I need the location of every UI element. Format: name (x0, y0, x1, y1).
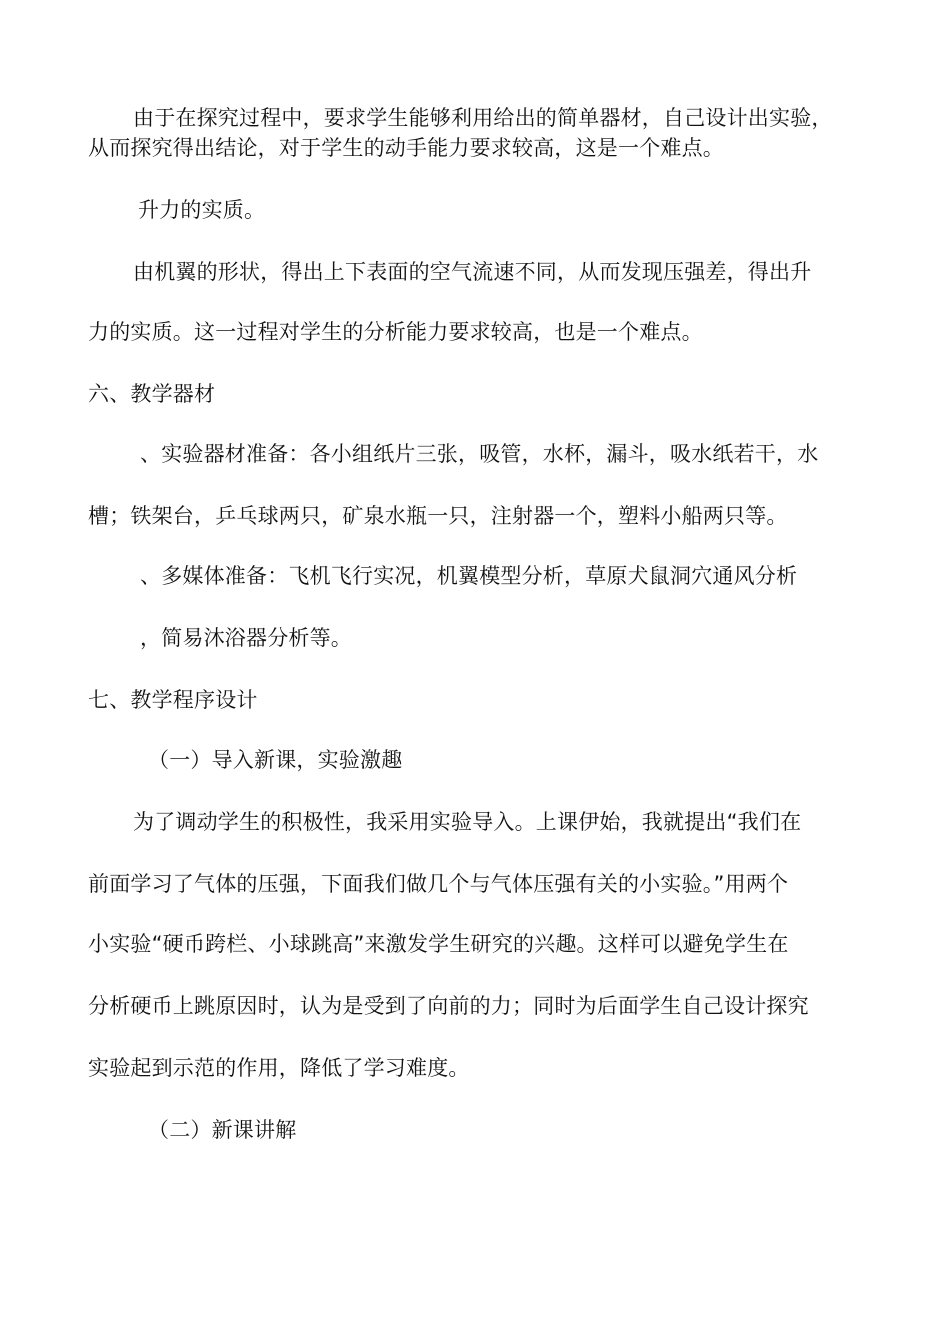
paragraph-line: 、多媒体准备：飞机飞行实况，机翼模型分析，草原犬鼠洞穴通风分析 (140, 564, 798, 588)
paragraph-line: 小实验“硬币跨栏、小球跳高”来激发学生研究的兴趣。这样可以避免学生在 (88, 932, 789, 956)
paragraph-line: 由于在探究过程中，要求学生能够利用给出的简单器材，自己设计出实验， (133, 106, 833, 130)
paragraph-line: 从而探究得出结论，对于学生的动手能力要求较高，这是一个难点。 (88, 136, 724, 160)
paragraph-line: 由机翼的形状，得出上下表面的空气流速不同，从而发现压强差，得出升 (133, 260, 812, 284)
paragraph-line: ，简易沐浴器分析等。 (140, 626, 352, 650)
paragraph-line: 力的实质。这一过程对学生的分析能力要求较高，也是一个难点。 (88, 320, 703, 344)
paragraph-line: 前面学习了气体的压强，下面我们做几个与气体压强有关的小实验。”用两个 (88, 872, 789, 896)
paragraph-line: 、实验器材准备：各小组纸片三张，吸管，水杯，漏斗，吸水纸若干，水 (140, 442, 819, 466)
subsection-heading: （一）导入新课，实验激趣 (148, 748, 403, 772)
section-heading: 六、教学器材 (88, 382, 216, 406)
paragraph-line: 升力的实质。 (138, 198, 266, 222)
paragraph-line: 实验起到示范的作用，降低了学习难度。 (88, 1056, 470, 1080)
subsection-heading: （二）新课讲解 (148, 1118, 297, 1142)
section-heading: 七、教学程序设计 (88, 688, 258, 712)
paragraph-line: 分析硬币上跳原因时，认为是受到了向前的力；同时为后面学生自己设计探究 (88, 994, 809, 1018)
paragraph-line: 槽；铁架台，乒乓球两只，矿泉水瓶一只，注射器一个，塑料小船两只等。 (88, 504, 788, 528)
paragraph-line: 为了调动学生的积极性，我采用实验导入。上课伊始，我就提出“我们在 (133, 810, 802, 834)
